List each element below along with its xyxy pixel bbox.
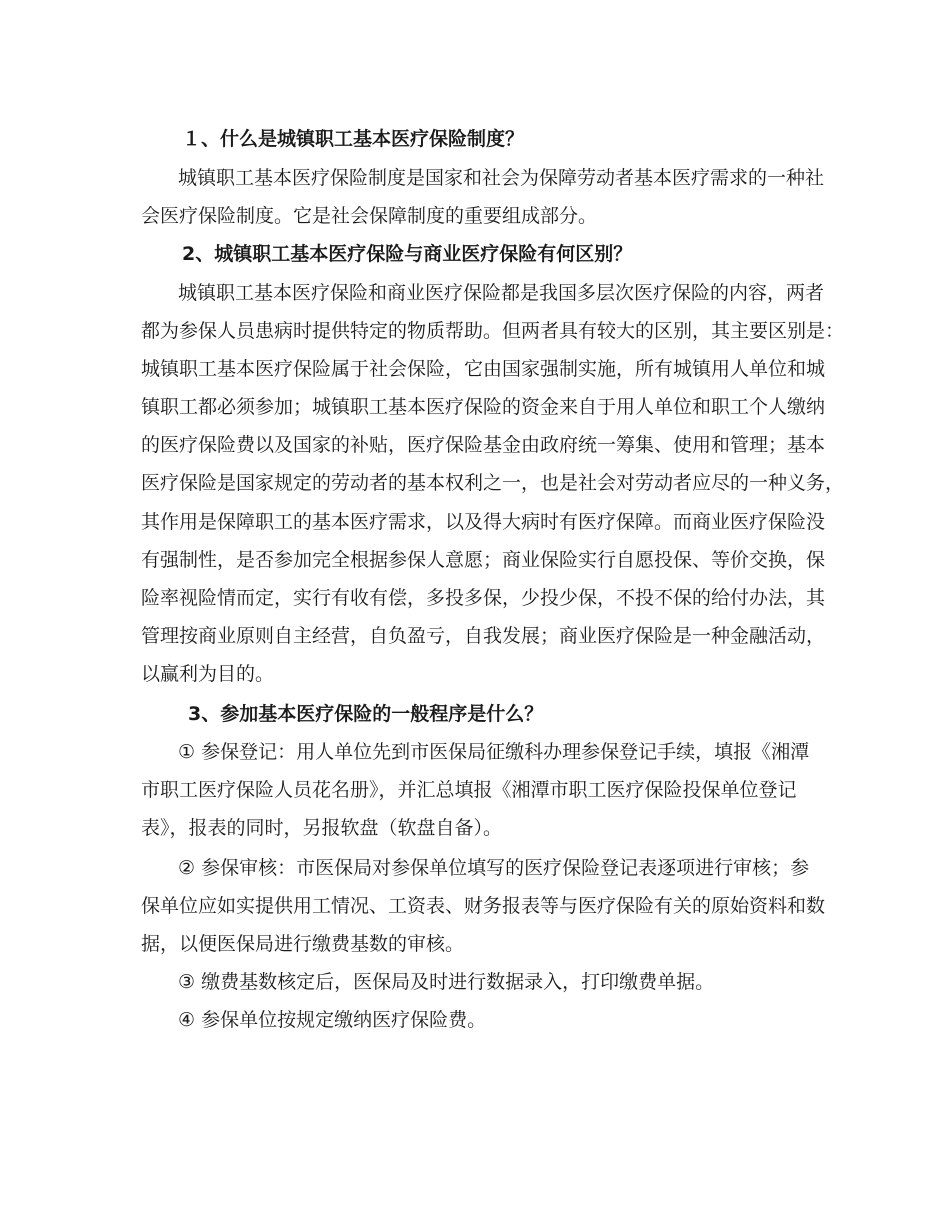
answer-2-line-7: 其作用是保障职工的基本医疗需求，以及得大病时有医疗保障。而商业医疗保险没	[141, 511, 826, 533]
step-1-line-1: ① 参保登记：用人单位先到市医保局征缴科办理参保登记手续，填报《湘潭	[178, 741, 810, 763]
step-2-line-3: 据，以便医保局进行缴费基数的审核。	[141, 933, 465, 955]
answer-2-line-5: 的医疗保险费以及国家的补贴，医疗保险基金由政府统一筹集、使用和管理；基本	[141, 434, 826, 456]
answer-1-line-2: 会医疗保险制度。它是社会保障制度的重要组成部分。	[141, 205, 598, 227]
answer-2-line-3: 城镇职工基本医疗保险属于社会保险，它由国家强制实施，所有城镇用人单位和城	[141, 358, 826, 380]
answer-2-line-11: 以赢利为目的。	[141, 663, 275, 685]
answer-2-line-1: 城镇职工基本医疗保险和商业医疗保险都是我国多层次医疗保险的内容，两者	[178, 282, 825, 304]
question-heading-1: １、什么是城镇职工基本医疗保险制度？	[182, 128, 525, 150]
step-3-line-1: ③ 缴费基数核定后，医保局及时进行数据录入，打印缴费单据。	[178, 971, 715, 993]
answer-2-line-6: 医疗保险是国家规定的劳动者的基本权利之一，也是社会对劳动者应尽的一种义务，	[141, 472, 845, 494]
answer-2-line-10: 管理按商业原则自主经营，自负盈亏，自我发展；商业医疗保险是一种金融活动，	[141, 625, 826, 647]
question-heading-2: 2、城镇职工基本医疗保险与商业医疗保险有何区别？	[182, 243, 633, 265]
step-2-line-1: ② 参保审核：市医保局对参保单位填写的医疗保险登记表逐项进行审核；参	[178, 857, 810, 879]
step-1-line-2: 市职工医疗保险人员花名册》，并汇总填报《湘潭市职工医疗保险投保单位登记	[141, 779, 797, 801]
answer-2-line-8: 有强制性，是否参加完全根据参保人意愿；商业保险实行自愿投保、等价交换，保	[141, 549, 826, 571]
step-2-line-2: 保单位应如实提供用工情况、工资表、财务报表等与医疗保险有关的原始资料和数	[141, 895, 826, 917]
question-heading-3: 3、参加基本医疗保险的一般程序是什么？	[188, 703, 544, 725]
answer-2-line-9: 险率视险情而定，实行有收有偿，多投多保，少投少保，不投不保的给付办法，其	[141, 587, 826, 609]
step-4-line-1: ④ 参保单位按规定缴纳医疗保险费。	[178, 1009, 487, 1031]
step-1-line-3: 表》，报表的同时，另报软盘（软盘自备）。	[141, 817, 503, 839]
answer-2-line-4: 镇职工都必须参加；城镇职工基本医疗保险的资金来自于用人单位和职工个人缴纳	[141, 396, 826, 418]
answer-1-line-1: 城镇职工基本医疗保险制度是国家和社会为保障劳动者基本医疗需求的一种社	[178, 167, 825, 189]
answer-2-line-2: 都为参保人员患病时提供特定的物质帮助。但两者具有较大的区别，其主要区别是：	[141, 320, 845, 342]
